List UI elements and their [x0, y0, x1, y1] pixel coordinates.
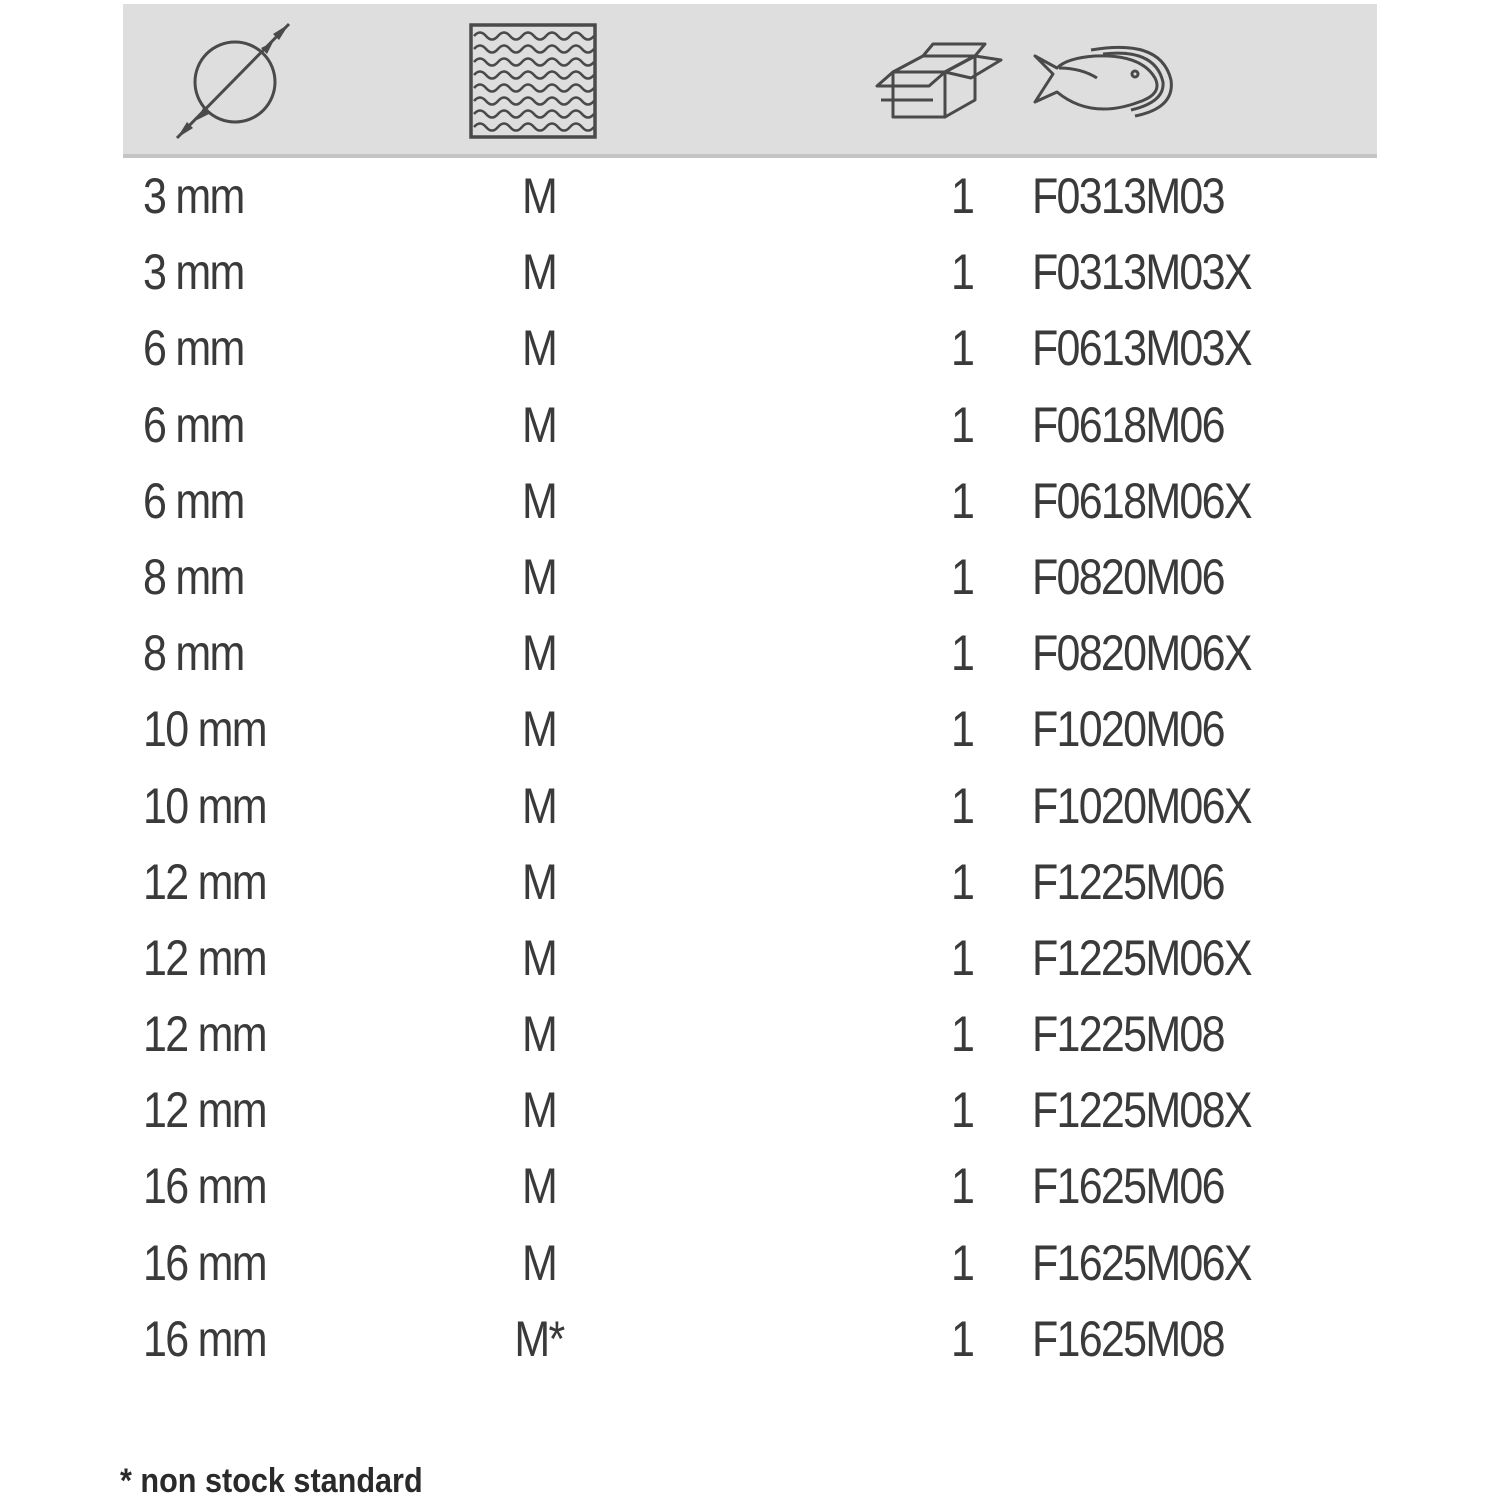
product-table — [123, 4, 1377, 1377]
article-code-cell: F0313M03 — [1032, 168, 1224, 224]
table-row — [123, 1072, 1377, 1148]
quantity-cell: 1 — [951, 472, 974, 529]
class-cell: M — [521, 625, 557, 682]
size-cell: 6 mm — [143, 320, 244, 377]
diameter-icon — [173, 20, 298, 145]
table-row — [123, 844, 1377, 920]
class-cell: M — [521, 396, 557, 453]
class-cell: M — [521, 548, 557, 605]
size-cell: 12 mm — [143, 853, 266, 910]
size-cell: 16 mm — [143, 1234, 266, 1291]
class-cell: M — [521, 244, 557, 301]
class-cell: M* — [514, 1310, 564, 1367]
class-cell: M — [521, 1158, 557, 1215]
quantity-cell: 1 — [951, 777, 974, 834]
size-cell: 12 mm — [143, 1006, 266, 1063]
quantity-cell: 1 — [951, 701, 974, 758]
size-cell: 3 mm — [143, 168, 244, 224]
article-code-cell: F1225M06 — [1032, 853, 1224, 910]
table-body — [123, 158, 1377, 1377]
quantity-cell: 1 — [951, 1310, 974, 1367]
footnote: * non stock standard — [120, 1462, 423, 1500]
size-cell: 8 mm — [143, 625, 244, 682]
table-row — [123, 539, 1377, 615]
article-code-cell: F1625M06X — [1032, 1234, 1251, 1291]
size-cell: 6 mm — [143, 472, 244, 529]
article-code-cell: F0313M03X — [1032, 244, 1251, 301]
class-cell: M — [521, 1006, 557, 1063]
article-code-cell: F1020M06X — [1032, 777, 1251, 834]
article-code-cell: F1625M06 — [1032, 1158, 1224, 1215]
class-cell: M — [521, 1082, 557, 1139]
size-cell: 8 mm — [143, 548, 244, 605]
package-icon — [875, 42, 1005, 122]
size-cell: 12 mm — [143, 929, 266, 986]
article-code-cell: F0613M03X — [1032, 320, 1251, 377]
quantity-cell: 1 — [951, 244, 974, 301]
table-row — [123, 615, 1377, 691]
table-header — [123, 4, 1377, 158]
size-cell: 10 mm — [143, 701, 266, 758]
class-cell: M — [521, 472, 557, 529]
quantity-cell: 1 — [951, 548, 974, 605]
size-cell: 12 mm — [143, 1082, 266, 1139]
water-icon — [468, 22, 598, 140]
class-cell: M — [521, 929, 557, 986]
quantity-cell: 1 — [951, 396, 974, 453]
quantity-cell: 1 — [951, 1006, 974, 1063]
quantity-cell: 1 — [951, 929, 974, 986]
article-code-cell: F1225M08X — [1032, 1082, 1251, 1139]
class-cell: M — [521, 853, 557, 910]
article-code-cell: F0618M06X — [1032, 472, 1251, 529]
table-row — [123, 463, 1377, 539]
table-row — [123, 691, 1377, 767]
table-row — [123, 1148, 1377, 1224]
table-row — [123, 387, 1377, 463]
article-code-cell: F0820M06 — [1032, 548, 1224, 605]
table-row — [123, 768, 1377, 844]
table-row — [123, 920, 1377, 996]
article-code-cell: F1625M08 — [1032, 1310, 1224, 1367]
quantity-cell: 1 — [951, 168, 974, 224]
quantity-cell: 1 — [951, 1082, 974, 1139]
size-cell: 3 mm — [143, 244, 244, 301]
table-row — [123, 310, 1377, 386]
table-row — [123, 1225, 1377, 1301]
class-cell: M — [521, 320, 557, 377]
size-cell: 6 mm — [143, 396, 244, 453]
fish-icon — [1031, 42, 1176, 124]
quantity-cell: 1 — [951, 320, 974, 377]
class-cell: M — [521, 701, 557, 758]
table-row — [123, 234, 1377, 310]
table-row — [123, 996, 1377, 1072]
quantity-cell: 1 — [951, 1234, 974, 1291]
size-cell: 16 mm — [143, 1158, 266, 1215]
table-row — [123, 158, 1377, 234]
class-cell: M — [521, 168, 557, 224]
article-code-cell: F1020M06 — [1032, 701, 1224, 758]
table-row — [123, 1301, 1377, 1377]
class-cell: M — [521, 1234, 557, 1291]
size-cell: 10 mm — [143, 777, 266, 834]
quantity-cell: 1 — [951, 625, 974, 682]
article-code-cell: F0618M06 — [1032, 396, 1224, 453]
article-code-cell: F1225M06X — [1032, 929, 1251, 986]
article-code-cell: F0820M06X — [1032, 625, 1251, 682]
class-cell: M — [521, 777, 557, 834]
quantity-cell: 1 — [951, 853, 974, 910]
size-cell: 16 mm — [143, 1310, 266, 1367]
article-code-cell: F1225M08 — [1032, 1006, 1224, 1063]
quantity-cell: 1 — [951, 1158, 974, 1215]
